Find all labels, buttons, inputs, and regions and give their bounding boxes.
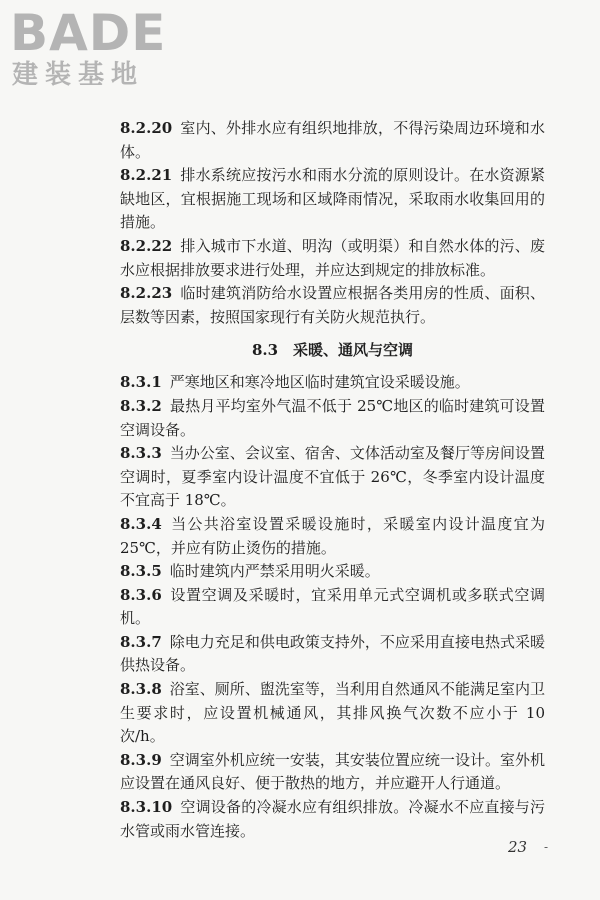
- clause-8-3-4: [120, 513, 545, 560]
- page-number: 23: [508, 838, 528, 856]
- document-body: [120, 117, 545, 843]
- clause-number: 8.3.7: [120, 632, 162, 651]
- clause-text: 排水系统应按污水和雨水分流的原则设计。在水资源紧缺地区，宜根据施工现场和区域降雨情况，采取雨水收集回用的措施。: [120, 166, 545, 232]
- clause-number: 8.3.3: [120, 444, 162, 463]
- clause-text: 临时建筑消防给水设置应根据各类用房的性质、面积、层数等因素，按照国家现行有关防火规范执行。: [120, 284, 545, 326]
- clause-number: 8.2.20: [120, 119, 173, 137]
- clause-text: 当办公室、会议室、宿舍、文体活动室及餐厅等房间设置空调时，夏季室内设计温度不宜低于 26℃，冬季室内设计温度不宜高于 18℃。: [120, 444, 545, 510]
- clause-8-3-1: [120, 371, 545, 395]
- clause-8-3-10: [120, 796, 545, 843]
- clause-8-3-8: [120, 678, 545, 749]
- clause-8-3-6: [120, 584, 545, 631]
- clause-8-2-21: [120, 164, 545, 235]
- clause-number: 8.2.22: [120, 236, 173, 255]
- clause-8-2-22: [120, 235, 545, 282]
- clause-number: 8.2.21: [120, 166, 173, 185]
- clause-text: 排入城市下水道、明沟（或明渠）和自然水体的污、废水应根据排放要求进行处理，并应达到规定的排放标准。: [120, 236, 545, 279]
- clause-text: 除电力充足和供电政策支持外，不应采用直接电热式采暖供热设备。: [120, 632, 545, 675]
- clause-text: 严寒地区和寒冷地区临时建筑宜设采暖设施。: [169, 373, 470, 392]
- clause-text: 浴室、厕所、盥洗室等，当利用自然通风不能满足室内卫生要求时，应设置机械通风，其排风换气次数不应小于 10 次/h。: [120, 680, 545, 746]
- clause-text: 设置空调及采暖时，宜采用单元式空调机或多联式空调机。: [120, 585, 545, 628]
- logo-brand-text: BADE: [10, 4, 167, 62]
- clause-number: 8.3.4: [120, 514, 162, 533]
- logo-subtitle: 建装基地: [12, 60, 145, 90]
- clause-8-3-2: [120, 395, 545, 442]
- clause-8-3-9: [120, 749, 545, 796]
- clause-8-3-3: [120, 442, 545, 513]
- clause-number: 8.3.9: [120, 750, 162, 769]
- clause-8-3-5: [120, 560, 545, 584]
- clause-text: 最热月平均室外气温不低于 25℃地区的临时建筑可设置空调设备。: [120, 396, 545, 439]
- clause-number: 8.3.6: [120, 585, 162, 604]
- brand-logo: [10, 4, 180, 94]
- clause-number: 8.2.23: [120, 284, 173, 303]
- clause-text: 空调设备的冷凝水应有组织排放。冷凝水不应直接与污水管或雨水管连接。: [120, 798, 545, 840]
- clause-8-3-7: [120, 631, 545, 678]
- clause-number: 8.3.10: [120, 798, 173, 817]
- clause-text: 空调室外机应统一安装，其安装位置应统一设计。室外机应设置在通风良好、便于散热的地方，并应避开人行通道。: [120, 750, 545, 793]
- section-title: 8.3 采暖、通风与空调: [251, 341, 414, 360]
- clause-8-2-23: [120, 282, 545, 329]
- page-mark: -: [544, 840, 549, 854]
- clause-8-2-20: [120, 117, 545, 164]
- clause-number: 8.3.2: [120, 396, 162, 415]
- clause-text: 临时建筑内严禁采用明火采暖。: [169, 562, 380, 581]
- clause-number: 8.3.5: [120, 562, 162, 581]
- clause-text: 室内、外排水应有组织地排放，不得污染周边环境和水体。: [120, 119, 545, 161]
- clause-number: 8.3.1: [120, 373, 162, 392]
- clause-text: 当公共浴室设置采暖设施时，采暖室内设计温度宜为 25℃，并应有防止烫伤的措施。: [120, 514, 545, 557]
- clause-number: 8.3.8: [120, 680, 162, 699]
